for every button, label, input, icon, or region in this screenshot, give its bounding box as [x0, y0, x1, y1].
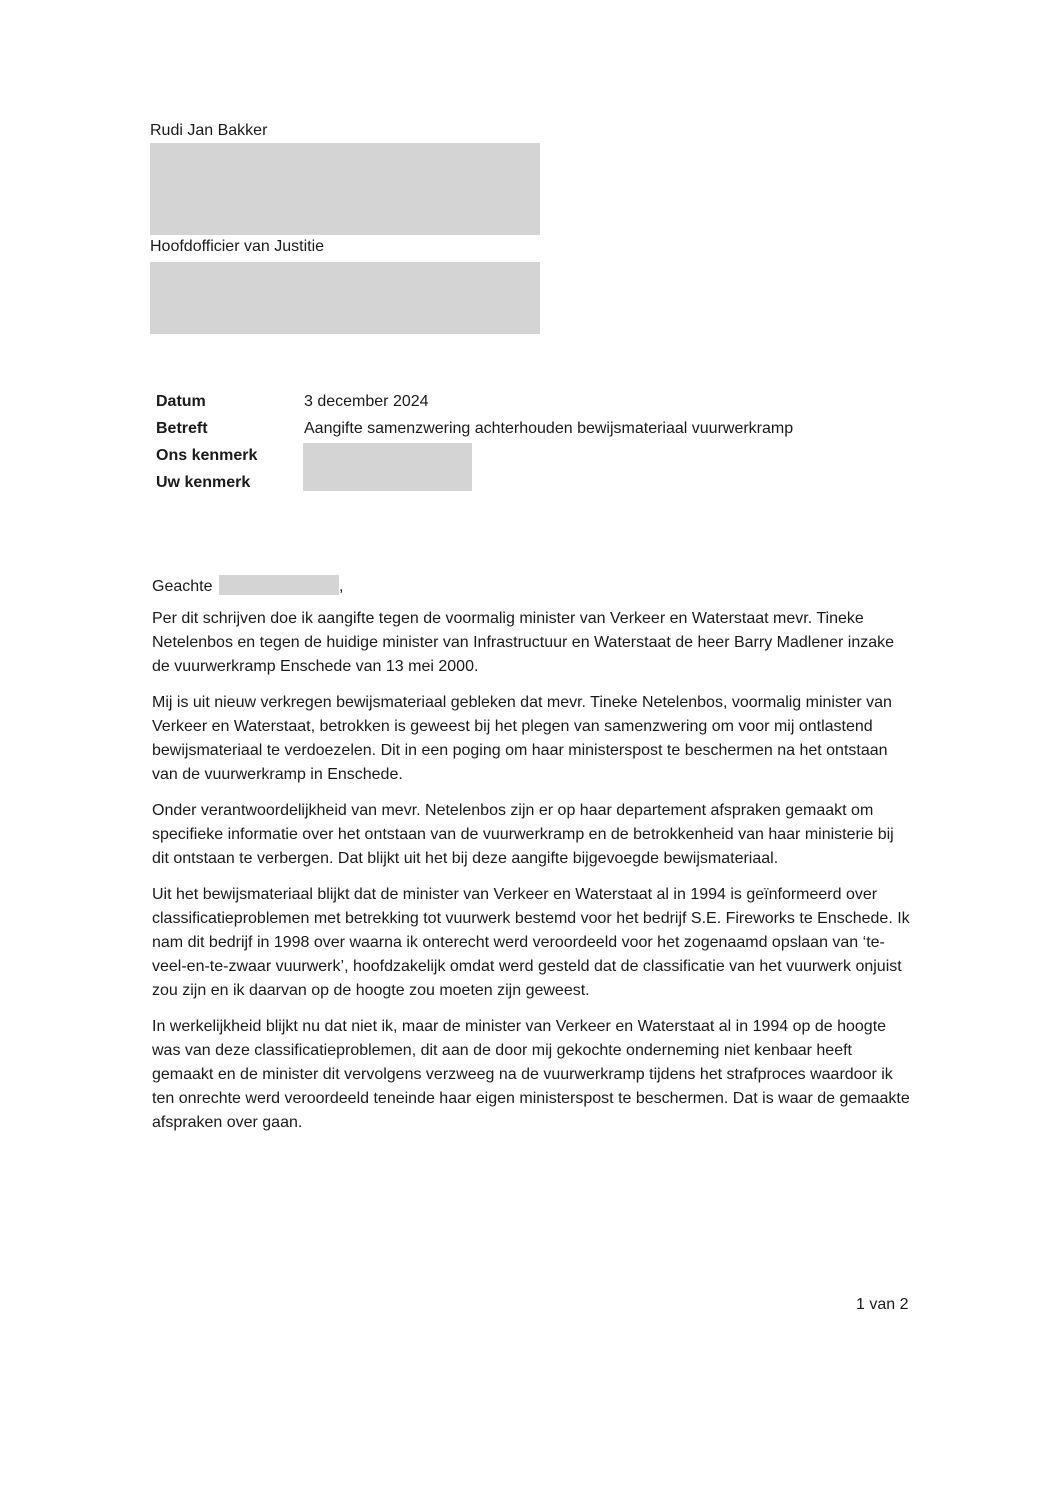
betreft-label: Betreft	[156, 420, 208, 437]
page-number: 1 van 2	[856, 1296, 909, 1313]
datum-value: 3 december 2024	[304, 393, 429, 410]
datum-label: Datum	[156, 393, 206, 410]
body-paragraph-5: In werkelijkheid blijkt nu dat niet ik, maar de minister van Verkeer en Waterstaat al in 1994 op de hoogte was van deze classificatieproblemen, dit aan de door mij gekochte onderneming niet kenbaar heeft gemaakt en de minister dit vervolgens verzweeg na de vuurwerkramp tijdens het strafproces waardoor ik ten onrechte werd veroordeeld teneinde haar eigen ministerspost te beschermen. Dat is waar de gemaakte afspraken over gaan.	[152, 1018, 910, 1131]
redacted-sender-address	[150, 143, 540, 235]
redacted-recipient-name	[219, 575, 339, 595]
betreft-value: Aangifte samenzwering achterhouden bewijsmateriaal vuurwerkramp	[304, 420, 794, 437]
redacted-recipient-address	[150, 262, 540, 334]
ons-kenmerk-label: Ons kenmerk	[156, 447, 258, 464]
sender-name: Rudi Jan Bakker	[150, 122, 268, 139]
salutation-greeting: Geachte	[152, 578, 213, 595]
body-paragraph-4: Uit het bewijsmateriaal blijkt dat de minister van Verkeer en Waterstaat al in 1994 is geïnformeerd over classificatieproblemen met betrekking tot vuurwerk bestemd voor het bedrijf S.E. Fireworks te Enschede. Ik nam dit bedrijf in 1998 over waarna ik onterecht werd veroordeeld voor het zogenaamd opslaan van ‘te-veel-en-te-zwaar vuurwerk’, hoofdzakelijk omdat werd gesteld dat de classificatie van het vuurwerk onjuist zou zijn en ik daarvan op de hoogte zou moeten zijn geweest.	[152, 886, 910, 999]
uw-kenmerk-label: Uw kenmerk	[156, 474, 251, 491]
recipient-title: Hoofdofficier van Justitie	[150, 238, 325, 255]
body-paragraph-2: Mij is uit nieuw verkregen bewijsmateriaal gebleken dat mevr. Tineke Netelenbos, voormalig minister van Verkeer en Waterstaat, betrokken is geweest bij het plegen van samenzwering om voor mij ontlastend bewijsmateriaal te verdoezelen. Dit in een poging om haar ministerspost te beschermen na het ontstaan van de vuurwerkramp in Enschede.	[152, 694, 892, 783]
salutation-comma: ,	[338, 578, 344, 595]
body-paragraph-1: Per dit schrijven doe ik aangifte tegen de voormalig minister van Verkeer en Waterstaat mevr. Tineke Netelenbos en tegen de huidige minister van Infrastructuur en Waterstaat de heer Barry Madlener inzake de vuurwerkramp Enschede van 13 mei 2000.	[152, 610, 895, 675]
letter-body	[152, 607, 912, 1147]
salutation	[152, 575, 343, 596]
body-paragraph-3: Onder verantwoordelijkheid van mevr. Netelenbos zijn er op haar departement afspraken gemaakt om specifieke informatie over het ontstaan van de vuurwerkramp en de betrokkenheid van haar ministerie bij dit ontstaan te verbergen. Dat blijkt uit het bij deze aangifte bijgevoegde bewijsmateriaal.	[152, 802, 894, 867]
redacted-kenmerk	[303, 443, 472, 491]
